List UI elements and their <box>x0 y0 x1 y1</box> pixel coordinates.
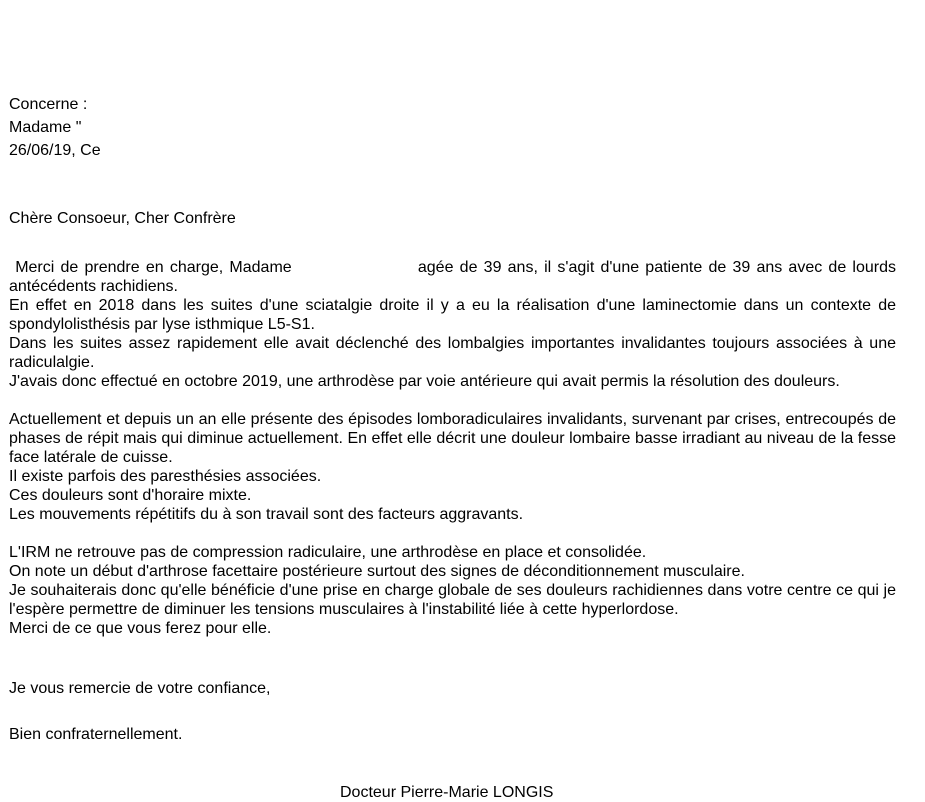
letter-body <box>9 258 896 638</box>
imaging-line-1: L'IRM ne retrouve pas de compression radiculaire, une arthrodèse en place et consolidée. <box>9 544 647 561</box>
signature-block <box>340 784 640 801</box>
symptoms-line-1: Actuellement et depuis un an elle présente des épisodes lomboradiculaires invalidants, survenant par crises, entrecoupés de phases de répit mais qui diminue actuellement. En effet elle décrit une douleur lombaire basse irradiant au niveau de la fesse face latérale de cuisse. <box>9 411 896 466</box>
symptoms-line-3: Ces douleurs sont d'horaire mixte. <box>9 487 252 504</box>
signoff-line: Bien confraternellement. <box>9 726 183 743</box>
salutation: Chère Consoeur, Cher Confrère <box>9 210 236 227</box>
history-intro: Merci de prendre en charge, Madame <box>9 259 298 276</box>
history-line-2: En effet en 2018 dans les suites d'une sciatalgie droite il y a eu la réalisation d'une laminectomie dans un contexte de spondylolisthésis par lyse isthmique L5-S1. <box>9 297 896 333</box>
patient-birthdate: 26/06/19, Ce <box>9 142 101 159</box>
imaging-line-2: On note un début d'arthrose facettaire postérieure surtout des signes de déconditionnement musculaire. <box>9 563 745 580</box>
imaging-line-4: Merci de ce que vous ferez pour elle. <box>9 620 272 637</box>
paragraph-gap <box>9 391 896 410</box>
imaging-line-3: Je souhaiterais donc qu'elle bénéficie d'une prise en charge globale de ses douleurs rachidiennes dans votre centre ce qui je l'espère permettre de diminuer les tensions musculaires à l'instabilité liée à cette hyperlordose. <box>9 582 896 618</box>
history-line-1: agée de 39 ans, il s'agit d'une patiente de 39 ans avec de lourds antécédents rachidiens. <box>9 259 897 295</box>
history-line-4: J'avais donc effectué en octobre 2019, une arthrodèse par voie antérieure qui avait permis la résolution des douleurs. <box>9 373 840 390</box>
symptoms-line-4: Les mouvements répétitifs du à son travail sont des facteurs aggravants. <box>9 506 524 523</box>
signature-name: Docteur Pierre-Marie LONGIS <box>340 784 554 801</box>
patient-name: Madame " <box>9 119 82 136</box>
history-line-3: Dans les suites assez rapidement elle avait déclenché des lombalgies importantes invalidantes toujours associées à une radiculalgie. <box>9 335 896 371</box>
symptoms-line-2: Il existe parfois des paresthésies associées. <box>9 468 322 485</box>
paragraph-symptoms <box>9 410 896 524</box>
paragraph-history <box>9 258 896 391</box>
paragraph-imaging <box>9 543 896 638</box>
letter-header <box>9 95 309 164</box>
redacted-name <box>298 262 418 274</box>
paragraph-gap <box>9 524 896 543</box>
closing-line: Je vous remercie de votre confiance, <box>9 680 271 697</box>
concerne-label: Concerne : <box>9 96 88 113</box>
